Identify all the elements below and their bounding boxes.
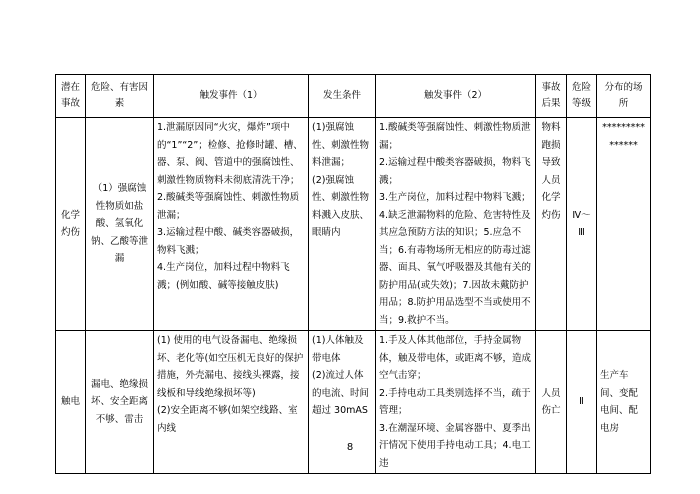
table-header-row (56, 75, 651, 118)
hazard-factor-cell: 漏电、绝缘损坏、安全距离不够、雷击 (86, 331, 154, 474)
header-occurrence-condition: 发生条件 (309, 75, 376, 118)
trigger-event-2-cell: 1.酸碱类等强腐蚀性、刺激性物质泄漏； 2.运输过程中酸类容器破损，物料飞溅； 3.生产岗位，加料过程中物料飞溅；4.缺乏泄漏物料的危险、危害特性及其应急预防方法的知识；5.应急不当；6.有毒物场所无相应的防毒过滤器、面具、氧气呼吸器及其他有关的防护用品(或失效)；7.因故未戴防护用品；8.防护用品选型不当或使用不当；9.救护不当。 (376, 118, 536, 331)
header-trigger-event-1: 触发事件（1） (154, 75, 309, 118)
potential-accident-cell: 触电 (56, 331, 86, 474)
hazard-level-cell: Ⅱ (567, 331, 597, 474)
occurrence-condition-cell: (1)人体触及带电体 (2)流过人体的电流、时间超过 30mAS (309, 331, 376, 474)
accident-consequence-cell: 物料跑损导致人员化学灼伤 (536, 118, 567, 331)
distribution-location-cell: 生产车间、变配电间、配电房 (597, 331, 651, 474)
header-hazard-level: 危险 等级 (567, 75, 597, 118)
hazard-level-cell: Ⅳ～ Ⅲ (567, 118, 597, 331)
header-distribution-location: 分布的场所 (597, 75, 651, 118)
header-potential-accident: 潜在 事故 (56, 75, 86, 118)
header-accident-consequence: 事故 后果 (536, 75, 567, 118)
occurrence-condition-cell: (1)强腐蚀性、刺激性物料泄漏； (2)强腐蚀性、刺激性物料溅入皮肤、眼睛内 (309, 118, 376, 331)
trigger-event-1-cell: (1) 使用的电气设备漏电、绝缘损坏、老化等(如空压机无良好的保护措施，外壳漏电、接线头裸露，接线板和导线绝缘损坏等) (2)安全距离不够(如架空线路、室内线 (154, 331, 309, 474)
trigger-event-2-cell: 1.手及人体其他部位，手持金属物体，触及带电体，或距离不够，造成空气击穿； 2.手持电动工具类别选择不当，疏于管理； 3.在潮湿环境、金属容器中、夏季出汗情况下使用手持电动工具；4.电工违 (376, 331, 536, 474)
hazard-analysis-table (55, 74, 651, 474)
hazard-factor-cell: （1）强腐蚀性物质如盐酸、氢氧化钠、乙酸等泄漏 (86, 118, 154, 331)
header-hazard-factor: 危险、有害因 素 (86, 75, 154, 118)
trigger-event-1-cell: 1.泄漏原因同“火灾，爆炸”项中的“1”“2”；检修、抢修时罐、槽、器、泵、阀、管道中的强腐蚀性、刺激性物质物料未彻底清洗干净； 2.酸碱类等强腐蚀性、刺激性物质泄漏； 3.运输过程中酸、碱类容器破损，物料飞溅； 4.生产岗位，加料过程中物料飞溅；(例如酸、碱等接触皮肤) (154, 118, 309, 331)
distribution-location-cell: ********* ****** (597, 118, 651, 331)
potential-accident-cell: 化学 灼伤 (56, 118, 86, 331)
accident-consequence-cell: 人员 伤亡 (536, 331, 567, 474)
table-row (56, 118, 651, 331)
page-number: 8 (346, 442, 354, 453)
header-trigger-event-2: 触发事件（2） (376, 75, 536, 118)
